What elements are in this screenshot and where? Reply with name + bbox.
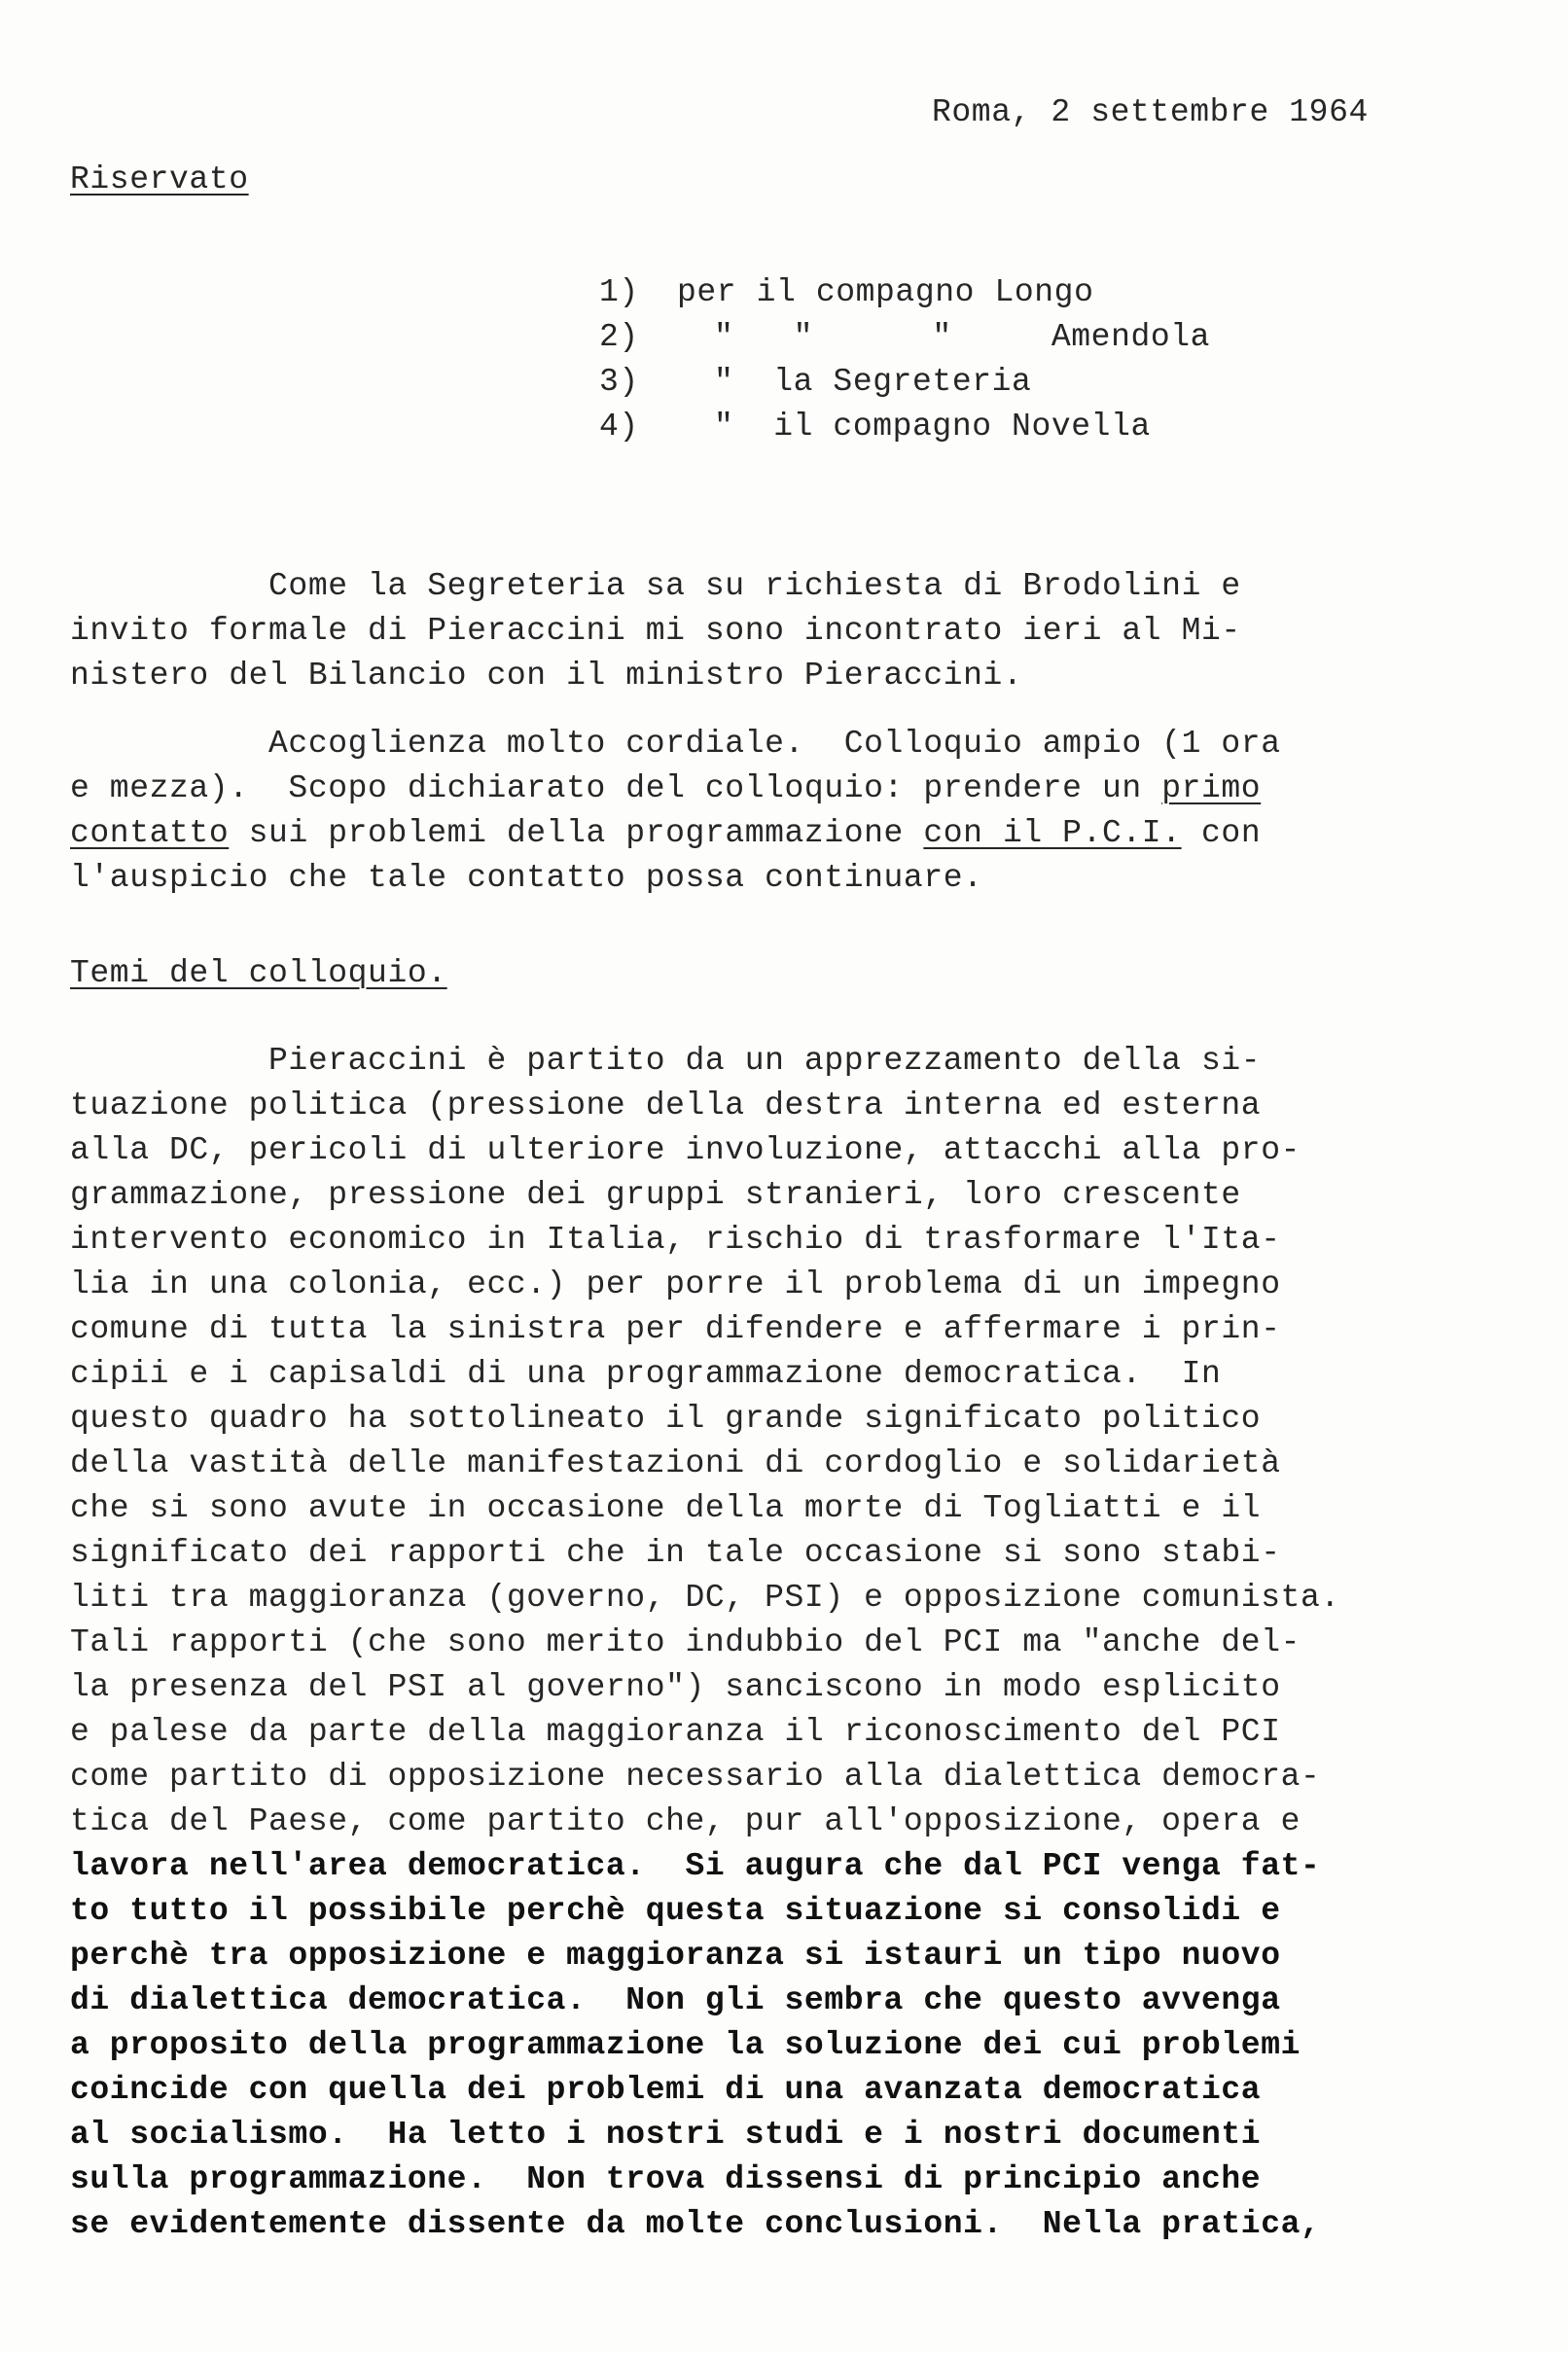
recipient-text: " la Segreteria	[714, 364, 1032, 400]
text-line: cipii e i capisaldi di una programmazione democratica. In	[70, 1356, 1222, 1392]
text-line: intervento economico in Italia, rischio di trasformare l'Ita-	[70, 1222, 1281, 1258]
text-line	[70, 811, 1498, 856]
text-line: a proposito della programmazione la soluzione dei cui problemi	[70, 2027, 1301, 2063]
recipient-text: " " " Amendola	[714, 319, 1211, 355]
text-line: liti tra maggioranza (governo, DC, PSI) e opposizione comunista.	[70, 1580, 1340, 1616]
text-line: lavora nell'area democratica. Si augura che dal PCI venga fat-	[70, 1848, 1321, 1884]
text-line: la presenza del PSI al governo") sanciscono in modo esplicito	[70, 1669, 1281, 1705]
document-date: Roma, 2 settembre 1964	[932, 94, 1369, 130]
text-line: coincide con quella dei problemi di una avanzata democratica	[70, 2072, 1262, 2108]
text-line: Accoglienza molto cordiale. Colloquio ampio (1 ora	[70, 726, 1281, 762]
text-line: grammazione, pressione dei gruppi stranieri, loro crescente	[70, 1177, 1241, 1213]
text-line: comune di tutta la sinistra per difendere e affermare i prin-	[70, 1311, 1281, 1347]
text-line: perchè tra opposizione e maggioranza si istauri un tipo nuovo	[70, 1938, 1281, 1974]
classification-label: Riservato	[70, 161, 249, 197]
text-line: significato dei rapporti che in tale occasione si sono stabi-	[70, 1535, 1281, 1571]
text-line: se evidentemente dissente da molte conclusioni. Nella pratica,	[70, 2206, 1321, 2242]
text-line: Come la Segreteria sa su richiesta di Brodolini e	[70, 568, 1241, 604]
text-line: alla DC, pericoli di ulteriore involuzione, attacchi alla pro-	[70, 1132, 1301, 1168]
text-line: della vastità delle manifestazioni di cordoglio e solidarietà	[70, 1445, 1281, 1481]
text-line: to tutto il possibile perchè questa situazione si consolidi e	[70, 1893, 1281, 1929]
underlined-text: con il P.C.I.	[923, 815, 1182, 851]
text-line: tuazione politica (pressione della destra interna ed esterna	[70, 1087, 1262, 1123]
recipient-number: 3)	[599, 364, 639, 400]
text-line: e palese da parte della maggioranza il riconoscimento del PCI	[70, 1714, 1281, 1750]
text-line: di dialettica democratica. Non gli sembra che questo avvenga	[70, 1982, 1281, 2018]
recipient-text: " il compagno Novella	[714, 409, 1151, 445]
text-line: lia in una colonia, ecc.) per porre il problema di un impegno	[70, 1266, 1281, 1302]
text-line	[70, 767, 1498, 811]
text-run: e mezza). Scopo dichiarato del colloquio: prendere un	[70, 770, 1162, 806]
text-line: invito formale di Pieraccini mi sono incontrato ieri al Mi-	[70, 613, 1241, 649]
text-run: sui problemi della programmazione	[229, 815, 924, 851]
text-line: nistero del Bilancio con il ministro Pieraccini.	[70, 658, 1023, 694]
text-line: come partito di opposizione necessario alla dialettica democra-	[70, 1759, 1321, 1795]
text-line: al socialismo. Ha letto i nostri studi e i nostri documenti	[70, 2117, 1262, 2153]
recipient-text: per il compagno Longo	[677, 274, 1094, 310]
recipient-number: 1)	[599, 274, 639, 310]
recipient-number: 2)	[599, 319, 639, 355]
text-line: che si sono avute in occasione della morte di Togliatti e il	[70, 1490, 1262, 1526]
text-line: Pieraccini è partito da un apprezzamento della si-	[70, 1043, 1262, 1079]
underlined-text: contatto	[70, 815, 230, 851]
section-title: Temi del colloquio.	[70, 955, 447, 991]
underlined-text: primo	[1161, 770, 1262, 806]
text-line: sulla programmazione. Non trova dissensi di principio anche	[70, 2161, 1262, 2197]
recipient-number: 4)	[599, 409, 639, 445]
text-line: Tali rapporti (che sono merito indubbio del PCI ma "anche del-	[70, 1624, 1301, 1660]
text-run: con	[1181, 815, 1262, 851]
text-line: tica del Paese, come partito che, pur all'opposizione, opera e	[70, 1803, 1301, 1839]
text-line: l'auspicio che tale contatto possa continuare.	[70, 860, 983, 896]
text-line: questo quadro ha sottolineato il grande significato politico	[70, 1401, 1262, 1437]
